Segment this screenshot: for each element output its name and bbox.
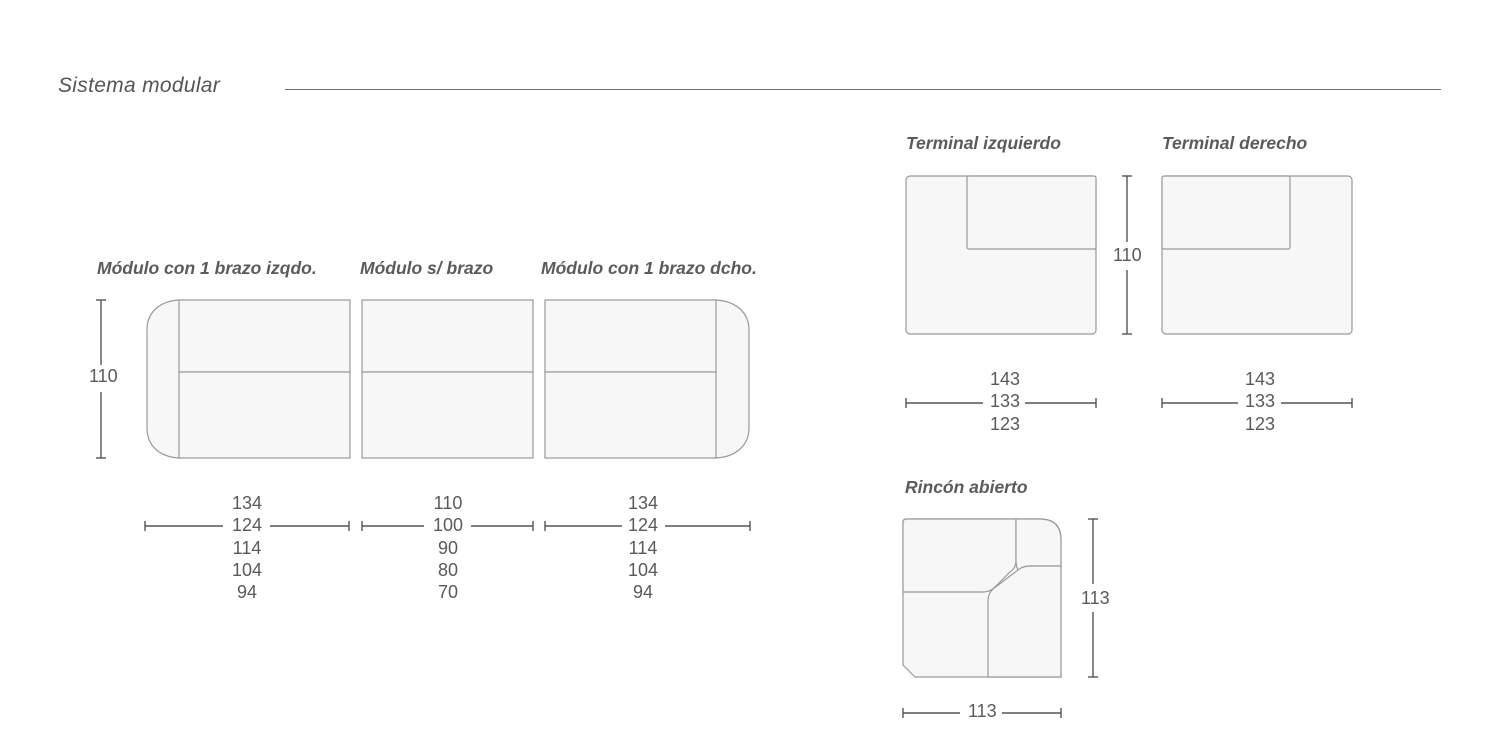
terminal-left-widths: [975, 368, 1035, 435]
width-value: 143: [1244, 369, 1276, 389]
width-value: 104: [231, 559, 263, 580]
module-right-arm-shape: [545, 300, 749, 458]
width-value: 114: [628, 537, 658, 558]
terminal-left-shape: [906, 176, 1096, 334]
width-value: 94: [236, 582, 258, 603]
module-left-arm-label: Módulo con 1 brazo izqdo.: [97, 258, 317, 278]
width-value: 143: [989, 369, 1021, 389]
module-depth-value: 110: [89, 366, 118, 386]
width-value: 133: [989, 391, 1021, 412]
module-right-arm-label: Módulo con 1 brazo dcho.: [541, 258, 757, 278]
open-corner-shape: [903, 519, 1061, 677]
terminal-left-label: Terminal izquierdo: [906, 133, 1061, 153]
terminal-right-shape: [1162, 176, 1352, 334]
width-value: 123: [1244, 413, 1276, 434]
terminal-right-label: Terminal derecho: [1162, 133, 1308, 153]
width-value: 70: [437, 582, 459, 603]
section-title: Sistema modular: [58, 74, 221, 97]
module-no-arm-label: Módulo s/ brazo: [360, 258, 494, 278]
width-value: 114: [232, 537, 262, 558]
module-no-arm-shape: [362, 300, 533, 458]
width-value: 134: [231, 493, 263, 513]
corner-label: Rincón abierto: [905, 477, 1028, 497]
width-value: 134: [627, 493, 659, 513]
width-value: 124: [627, 515, 659, 536]
width-value: 104: [627, 559, 659, 580]
module-left-arm-widths: [217, 492, 277, 603]
terminal-right-widths: [1230, 368, 1290, 435]
width-value: 94: [632, 582, 654, 603]
corner-depth-value: 113: [1081, 588, 1110, 608]
corner-width-value: 113: [968, 701, 997, 721]
width-value: 80: [437, 559, 459, 580]
width-value: 123: [989, 413, 1021, 434]
width-value: 133: [1244, 391, 1276, 412]
module-no-arm-widths: [418, 492, 478, 603]
terminal-depth-value: 110: [1113, 245, 1142, 265]
module-left-arm-shape: [147, 300, 350, 458]
width-value: 110: [433, 493, 463, 513]
width-value: 90: [437, 537, 459, 558]
width-value: 124: [231, 515, 263, 536]
width-value: 100: [432, 515, 464, 536]
module-right-arm-widths: [613, 492, 673, 603]
